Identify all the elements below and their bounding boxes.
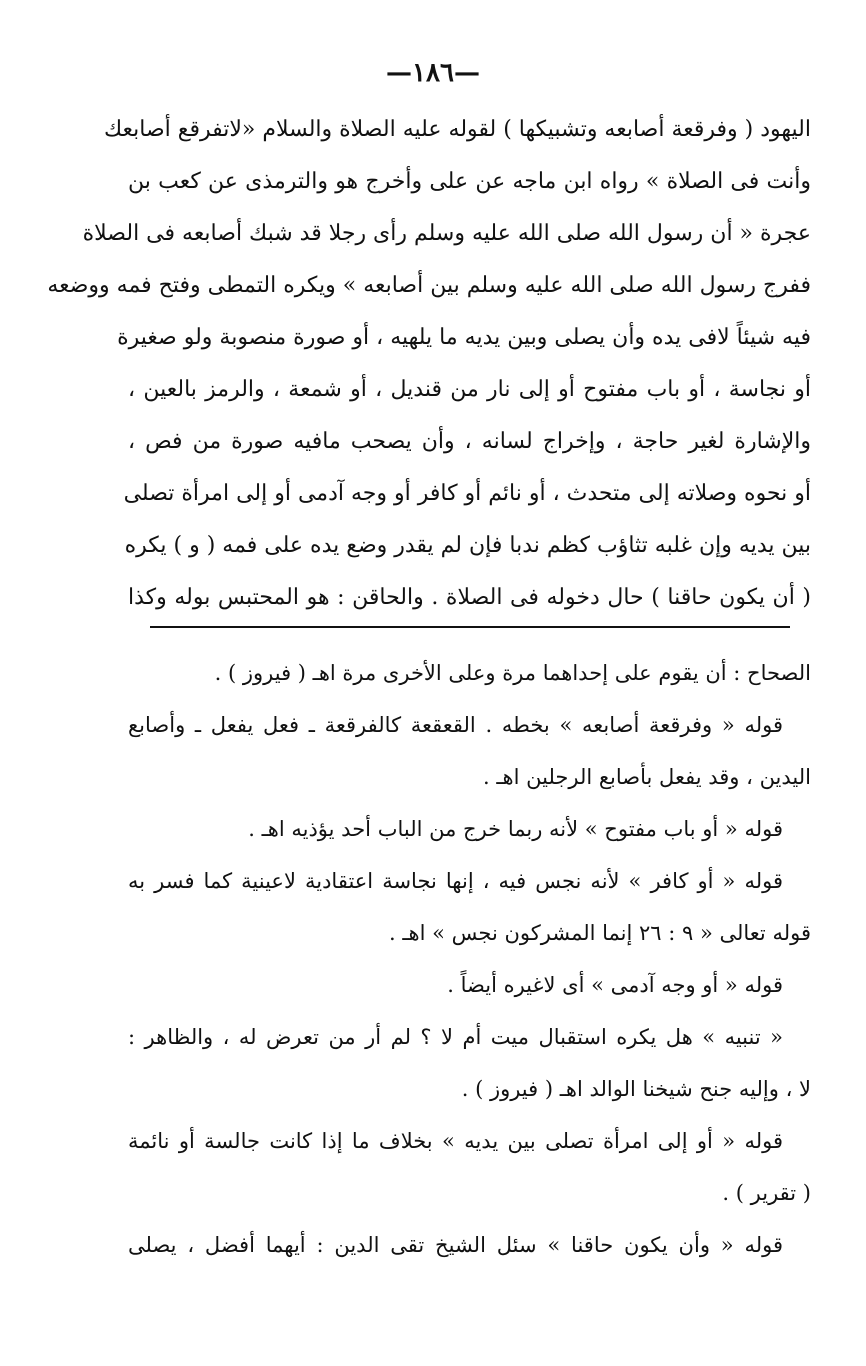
footnote-line: ( تقرير ) . [722, 1181, 811, 1205]
footnote-line: قوله « أو وجه آدمى » أى لاغيره أيضاً . [447, 973, 783, 997]
footnote-line: قوله تعالى « ٩ : ٢٦ إنما المشركون نجس » اهـ . [389, 921, 811, 945]
footnote-line: قوله « أو إلى امرأة تصلى بين يديه » بخلاف ما إذا كانت جالسة أو نائمة [128, 1129, 783, 1153]
main-text-line: ففرج رسول الله صلى الله عليه وسلم بين أصابعه » ويكره التمطى وفتح فمه ووضعه [47, 273, 811, 298]
footnote-line: لا ، وإليه جنح شيخنا الوالد اهـ ( فيروز ) . [461, 1077, 811, 1101]
footnote-line: قوله « أو كافر » لأنه نجس فيه ، إنها نجاسة اعتقادية لاعينية كما فسر به [128, 869, 783, 893]
main-text-line: عجرة « أن رسول الله صلى الله عليه وسلم رأى رجلا قد شبك أصابعه فى الصلاة [82, 221, 811, 246]
main-text-line: بين يديه وإن غلبه تثاؤب كظم ندبا فإن لم يقدر وضع يده على فمه ( و ) يكره [124, 533, 811, 558]
footnote-line: « تنبيه » هل يكره استقبال ميت أم لا ؟ لم أر من تعرض له ، والظاهر : [128, 1025, 783, 1049]
main-text-line: والإشارة لغير حاجة ، وإخراج لسانه ، وأن يصحب مافيه صورة من فص ، [128, 429, 812, 454]
main-text-line: وأنت فى الصلاة » رواه ابن ماجه عن على وأخرج هو والترمذى عن كعب بن [128, 169, 811, 194]
footnote-line: قوله « وفرقعة أصابعه » بخطه . القعقعة كالفرقعة ـ فعل يفعل ـ وأصابع [128, 713, 783, 737]
main-text-line: ( أن يكون حاقنا ) حال دخوله فى الصلاة . والحاقن : هو المحتبس بوله وكذا [128, 585, 811, 610]
page-number: —١٨٦— [386, 58, 480, 88]
footnote-line: قوله « أو باب مفتوح » لأنه ربما خرج من الباب أحد يؤذيه اهـ . [248, 817, 783, 841]
footnote-line: قوله « وأن يكون حاقنا » سئل الشيخ تقى الدين : أيهما أفضل ، يصلى [128, 1233, 783, 1257]
main-text-line: فيه شيئاً لافى يده وأن يصلى وبين يديه ما يلهيه ، أو صورة منصوبة ولو صغيرة [117, 325, 811, 350]
main-text-line: اليهود ( وفرقعة أصابعه وتشبيكها ) لقوله عليه الصلاة والسلام «لاتفرقع أصابعك [103, 117, 811, 142]
main-text-block [47, 104, 812, 624]
footnotes-block [128, 647, 811, 1271]
main-text-line: أو نحوه وصلاته إلى متحدث ، أو نائم أو كافر أو وجه آدمى أو إلى امرأة تصلى [123, 481, 811, 506]
main-text-line: أو نجاسة ، أو باب مفتوح أو إلى نار من قنديل ، أو شمعة ، والرمز بالعين ، [128, 377, 811, 402]
footnote-line: الصحاح : أن يقوم على إحداهما مرة وعلى الأخرى مرة اهـ ( فيروز ) . [214, 661, 811, 685]
footnote-line: اليدين ، وقد يفعل بأصابع الرجلين اهـ . [483, 765, 811, 789]
footnote-separator [150, 626, 790, 628]
